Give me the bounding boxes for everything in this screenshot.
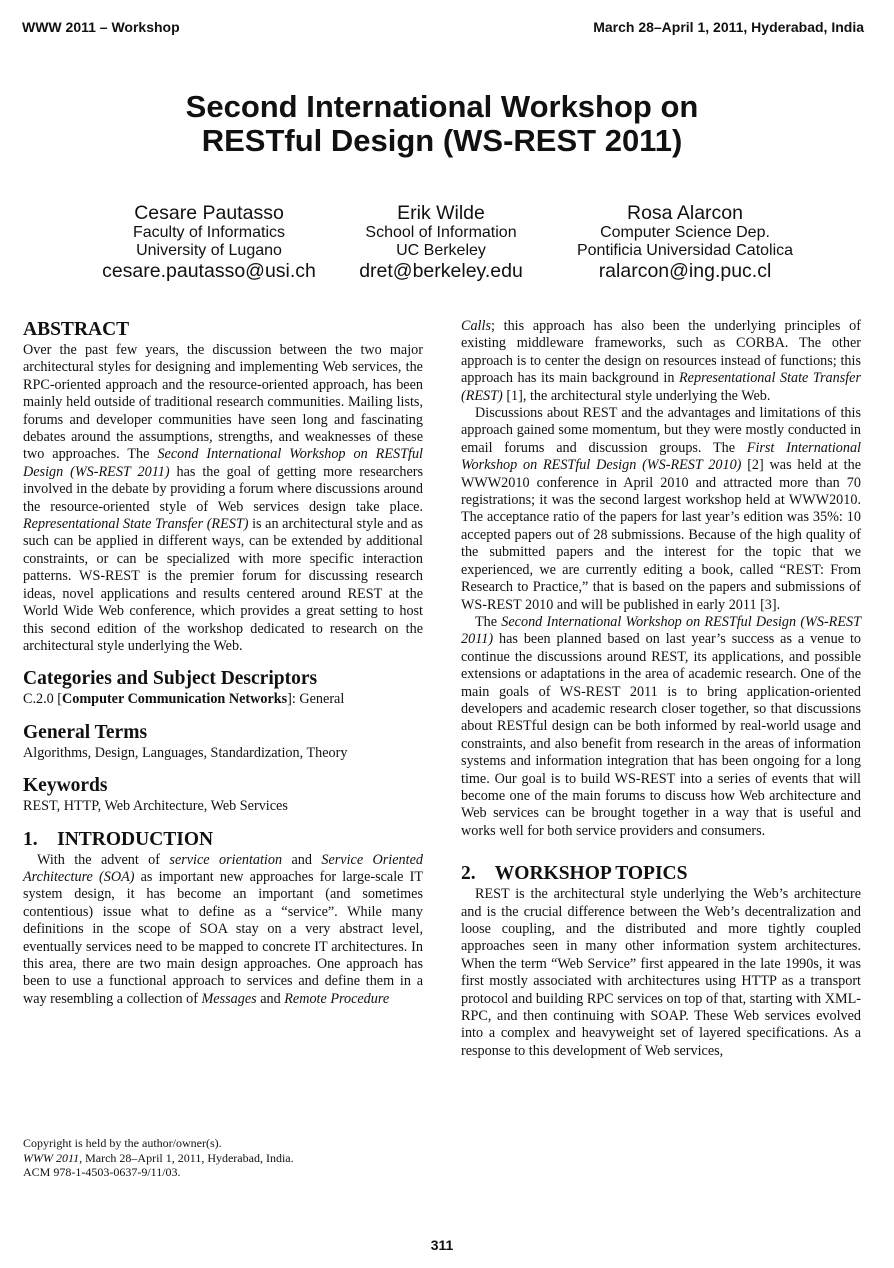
- introduction-paragraph-2: Discussions about REST and the advantages and limitations of this approach gained some momentum, but they were mostly conducted in email forums and discussion groups. The First International Workshop on RESTful Design (WS-REST 2010) [2] was held at the WWW2010 conference in April 2010 and attracted more than 70 registrations; it was the second largest workshop held at WWW2010. The acceptance ratio of the papers for last year’s edition was 35%: 10 accepted papers out of 28 submissions. Because of the high quality of the submitted papers and the interest for the topic that we experienced, we are currently editing a book, called “REST: From Research to Practice,” that is based on the papers and submissions of WS-REST 2010 and will be published in early 2011 [3].: [461, 405, 861, 613]
- categories-text: C.2.0 [Computer Communication Networks]: General: [23, 691, 345, 708]
- author-email: dret@berkeley.edu: [359, 260, 523, 282]
- copyright-notice: [23, 1136, 423, 1180]
- keywords-heading: Keywords: [23, 775, 108, 797]
- author-block: [330, 202, 552, 282]
- author-email: ralarcon@ing.puc.cl: [598, 260, 772, 282]
- author-affiliation: School of Information: [365, 224, 517, 241]
- author-affiliation: Faculty of Informatics: [132, 224, 286, 241]
- introduction-paragraph-3: The Second International Workshop on RESTful Design (WS-REST 2011) has been planned based on last year’s success as a venue to continue the discussions around REST, its applications, and possible extensions or adaptations in the area of academic research. One of the main goals of WS-REST 2011 is to bring application-oriented developers and academic research closer together, so that discussions about RESTful design can be both informed by real-world usage and constraints, and also benefit from research in the areas of information systems and information integration that has been ongoing for a long time. Our goal is to build WS-REST into a series of events that will become one of the main forums to discuss how Web architecture and Web services can be brought together in a way that is useful and works well for both service providers and consumers.: [461, 613, 861, 839]
- abstract-text: Over the past few years, the discussion between the two major architectural styles for designing and implementing Web services, the RPC-oriented approach and the resource-oriented approach, has been mainly held outside of traditional research communities. Mailing lists, forums and developer communities have seen long and fascinating debates around the assumptions, strengths, and weaknesses of these two approaches. The Second International Workshop on RESTful Design (WS-REST 2011) has the goal of getting more researchers involved in the debate by providing a forum where discussions around the resource-oriented style of Web services design take place. Representational State Transfer (REST) is an architectural style and as such can be applied in different ways, can be extended by additional constraints, or can be specialized with more specific interaction patterns. WS-REST is the premier forum for discussing research ideas, novel applications and results centered around REST at the World Wide Web conference, which provides a great setting to host this second edition of the workshop dedicated to research on the architectural style underlying the Web.: [23, 342, 424, 654]
- keywords-text: REST, HTTP, Web Architecture, Web Services: [23, 798, 288, 815]
- categories-heading: Categories and Subject Descriptors: [23, 668, 318, 690]
- author-email: cesare.pautasso@usi.ch: [102, 260, 316, 282]
- author-affiliation: Computer Science Dep.: [600, 224, 770, 241]
- introduction-paragraph-1-start: With the advent of service orientation and Service Oriented Architecture (SOA) as important new approaches for large-scale IT system design, it has become an important (and sometimes contentious) issue what to define as a “service”. While many definitions in the scope of SOA stay on a very abstract level, eventually services need to be mapped to concrete IT architectures. In this area, there are two main design approaches. One approach has been to use a functional approach to services and define them in a way resembling a collection of Messages and Remote Procedure: [23, 851, 424, 1007]
- running-header-right: March 28–April 1, 2011, Hyderabad, India: [593, 19, 864, 35]
- copyright-line: Copyright is held by the author/owner(s).: [23, 1136, 222, 1150]
- author-institution: UC Berkeley: [396, 242, 486, 259]
- general-terms-text: Algorithms, Design, Languages, Standardization, Theory: [23, 744, 348, 761]
- conference-line: WWW 2011, March 28–April 1, 2011, Hyderabad, India.: [23, 1150, 294, 1165]
- author-block: [558, 202, 812, 282]
- workshop-topics-heading: 2. WORKSHOP TOPICS: [461, 863, 688, 885]
- author-institution: Pontificia Universidad Catolica: [576, 242, 794, 259]
- left-column: [23, 318, 423, 1008]
- paper-title-line-2: RESTful Design (WS-REST 2011): [201, 123, 683, 158]
- author-block: [78, 202, 340, 282]
- abstract-heading: ABSTRACT: [23, 319, 130, 340]
- paper-title-line-1: Second International Workshop on: [185, 89, 699, 124]
- running-header-left: WWW 2011 – Workshop: [22, 19, 180, 35]
- author-name: Cesare Pautasso: [134, 202, 284, 224]
- introduction-heading: 1. INTRODUCTION: [23, 828, 214, 850]
- general-terms-heading: General Terms: [23, 721, 148, 743]
- acm-isbn-line: ACM 978-1-4503-0637-9/11/03.: [23, 1165, 181, 1179]
- right-column: [461, 318, 861, 1060]
- author-institution: University of Lugano: [136, 242, 282, 259]
- workshop-topics-text: REST is the architectural style underlying the Web’s architecture and is the crucial difference between the Web’s decentralization and loose coupling, and the distributed and more tightly coupled approaches seen in many other information system architectures. When the term “Web Service” first appeared in the late 1990s, it was first mostly associated with architectures using HTTP as a transport protocol and building RPC services on top of that, starting with XML-RPC, and then continuing with SOAP. These Web services evolved into a complex and heavyweight set of layered specifications. As a response to this development of Web services,: [461, 886, 861, 1059]
- page-number: 311: [430, 1237, 454, 1253]
- author-name: Rosa Alarcon: [627, 202, 743, 224]
- paper-title: [0, 90, 884, 158]
- author-name: Erik Wilde: [397, 202, 485, 224]
- introduction-paragraph-1-end: Calls; this approach has also been the underlying principles of existing middleware frameworks, such as CORBA. The other approach is to center the design on resources instead of functions; this approach has its main background in Representational State Transfer (REST) [1], the architectural style underlying the Web.: [461, 318, 861, 404]
